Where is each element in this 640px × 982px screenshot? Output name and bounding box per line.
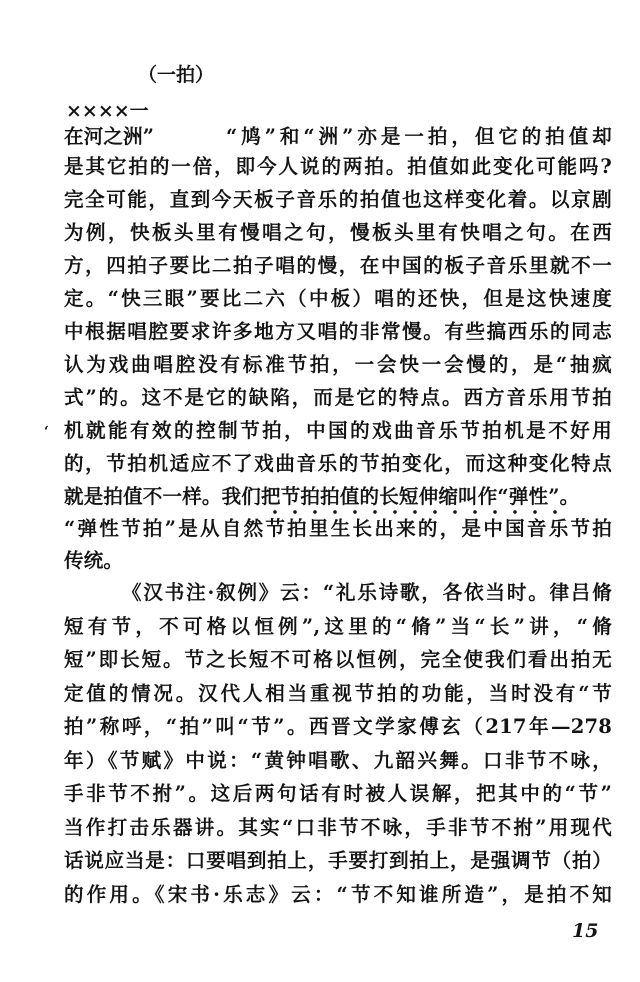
margin-mark: ‘ — [44, 424, 49, 440]
text-line: 的作用。《宋书·乐志》云：“节不知谁所造”，是拍不知 — [64, 882, 612, 906]
page-number: 15 — [572, 920, 599, 942]
text-line: 中根据唱腔要求许多地方又唱的非常慢。有些搞西乐的同志 — [64, 320, 612, 343]
dotted-emphasis — [261, 485, 560, 508]
text-line: 完全可能，直到今天板子音乐的拍值也这样变化着。以京剧 — [64, 188, 612, 211]
emphasis-line-before: 就是拍值不一样。我们 — [64, 485, 262, 508]
text-line: 短”即长短。节之长短不可格以恒例，完全使我们看出拍无 — [64, 648, 612, 671]
text-line: 是其它拍的一倍，即今人说的两拍。拍值如此变化可能吗? — [64, 155, 612, 178]
text-line: 年）《节赋》中说：“黄钟唱歌、九韶兴舞。口非节不咏， — [64, 748, 612, 772]
text-line: 方，四拍子要比二拍子唱的慢，在中国的板子音乐里就不一 — [64, 254, 612, 277]
first-line-right: “鸠”和“洲”亦是一拍，但它的拍值却 — [226, 125, 612, 148]
text-line: 拍”称呼，“拍”叫“节”。西晋文学家傅玄（217年—278 — [64, 715, 612, 738]
emphasis-line — [64, 482, 579, 512]
text-line: 定。“快三眼”要比二六（中板）唱的还快，但是这快速度 — [64, 287, 612, 310]
text-line: 传统。 — [64, 549, 124, 572]
first-line-left: 在河之洲” — [64, 125, 155, 148]
text-line: 的，节拍机适应不了戏曲音乐的节拍变化，而这种变化特点 — [64, 452, 612, 475]
text-line: 《汉书注·叙例》云：“礼乐诗歌，各依当时。律吕脩 — [122, 581, 612, 604]
dotted-emphasis-text: 把节拍拍值的长短伸缩叫作“弹性” — [261, 485, 560, 508]
text-line: 为例，快板头里有慢唱之句，慢板头里有快唱之句。在西 — [64, 221, 612, 244]
text-line: 认为戏曲唱腔没有标准节拍，一会快一会慢的，是“抽疯 — [64, 353, 612, 376]
text-line: 定值的情况。汉代人相当重视节拍的功能，当时没有“节 — [64, 681, 612, 705]
text-line: 手非节不拊”。这后两句话有时被人误解，把其中的“节” — [64, 782, 612, 805]
text-line: 机就能有效的控制节拍，中国的戏曲音乐节拍机是不好用 — [64, 419, 612, 442]
section-heading: （一拍） — [138, 64, 215, 86]
text-line: 话说应当是：口要唱到拍上，手要打到拍上，是强调节（拍） — [64, 849, 612, 872]
beat-marker-line: ××××一 — [66, 100, 149, 122]
emphasis-line-after: 。 — [559, 485, 580, 508]
text-line: 式”的。这不是它的缺陷，而是它的特点。西方音乐用节拍 — [64, 386, 612, 409]
text-line: 当作打击乐器讲。其实“口非节不咏，手非节不拊”用现代 — [64, 815, 612, 839]
text-line: “弹性节拍”是从自然节拍里生长出来的，是中国音乐节拍 — [64, 517, 612, 540]
text-line: 短有节，不可格以恒例”,这里的“脩”当“长”讲，“脩 — [64, 614, 612, 638]
